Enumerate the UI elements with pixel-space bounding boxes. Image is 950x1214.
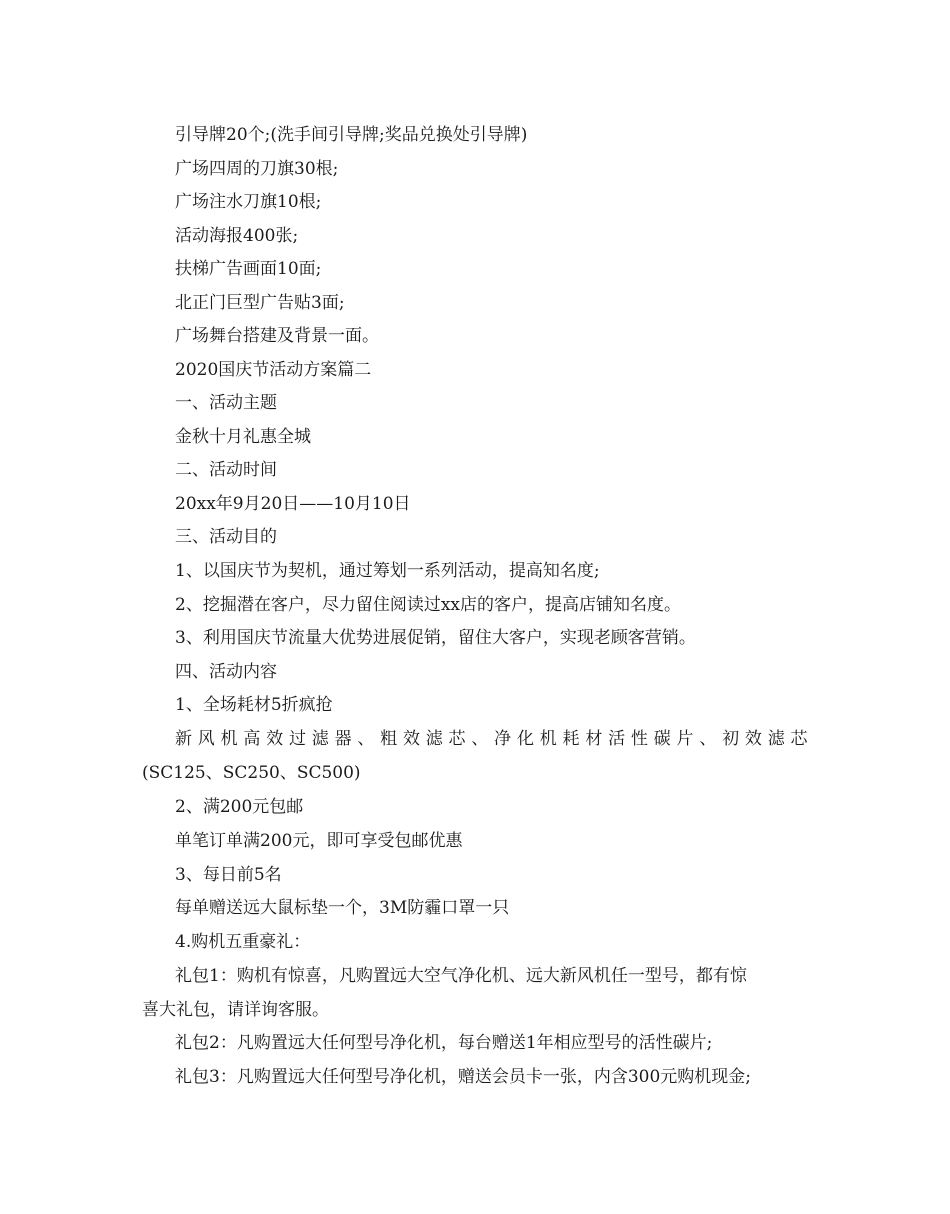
text-line-signage: 引导牌20个;(洗手间引导牌;奖品兑换处引导牌) xyxy=(175,125,528,145)
text-line-posters: 活动海报400张; xyxy=(175,226,299,246)
text-line-stage: 广场舞台搭建及背景一面。 xyxy=(175,326,379,346)
section-heading-plan-two: 2020国庆节活动方案篇二 xyxy=(175,360,372,380)
heading-content: 四、活动内容 xyxy=(175,662,277,682)
text-line-free-shipping: 单笔订单满200元，即可享受包邮优惠 xyxy=(175,831,463,851)
text-line-purpose-3: 3、利用国庆节流量大优势进展促销，留住大客户，实现老顾客营销。 xyxy=(175,628,696,648)
text-line-gift-3: 礼包3：凡购置远大任何型号净化机，赠送会员卡一张，内含300元购机现金; xyxy=(175,1067,751,1087)
text-line-flags: 广场四周的刀旗30根; xyxy=(175,159,339,179)
text-line-gift-1b: 喜大礼包，请详询客服。 xyxy=(142,1000,329,1020)
text-line-purpose-2: 2、挖掘潜在客户，尽力留住阅读过xx店的客户，提高店铺知名度。 xyxy=(175,595,681,615)
text-line-consumables: 新风机高效过滤器、粗效滤芯、净化机耗材活性碳片、初效滤芯 xyxy=(175,729,808,749)
text-line-content-1: 1、全场耗材5折疯抢 xyxy=(175,695,333,715)
heading-theme: 一、活动主题 xyxy=(175,393,277,413)
text-line-escalator-ads: 扶梯广告画面10面; xyxy=(175,259,322,279)
text-line-gift-1a: 礼包1：购机有惊喜，凡购置远大空气净化机、远大新风机任一型号，都有惊 xyxy=(175,966,747,986)
text-line-theme: 金秋十月礼惠全城 xyxy=(175,427,311,447)
text-line-models: (SC125、SC250、SC500) xyxy=(142,763,361,783)
heading-purpose: 三、活动目的 xyxy=(175,527,277,547)
text-line-gate-ads: 北正门巨型广告贴3面; xyxy=(175,293,345,313)
text-line-time: 20xx年9月20日——10月10日 xyxy=(175,494,411,514)
text-line-content-4: 4.购机五重豪礼： xyxy=(175,932,311,952)
text-line-water-flags: 广场注水刀旗10根; xyxy=(175,192,322,212)
text-line-content-2: 2、满200元包邮 xyxy=(175,797,304,817)
heading-time: 二、活动时间 xyxy=(175,460,277,480)
text-line-content-3: 3、每日前5名 xyxy=(175,865,282,885)
text-line-gift-2: 礼包2：凡购置远大任何型号净化机，每台赠送1年相应型号的活性碳片; xyxy=(175,1033,713,1053)
text-line-purpose-1: 1、以国庆节为契机，通过筹划一系列活动，提高知名度; xyxy=(175,561,600,581)
text-line-gifts: 每单赠送远大鼠标垫一个，3M防霾口罩一只 xyxy=(175,898,510,918)
